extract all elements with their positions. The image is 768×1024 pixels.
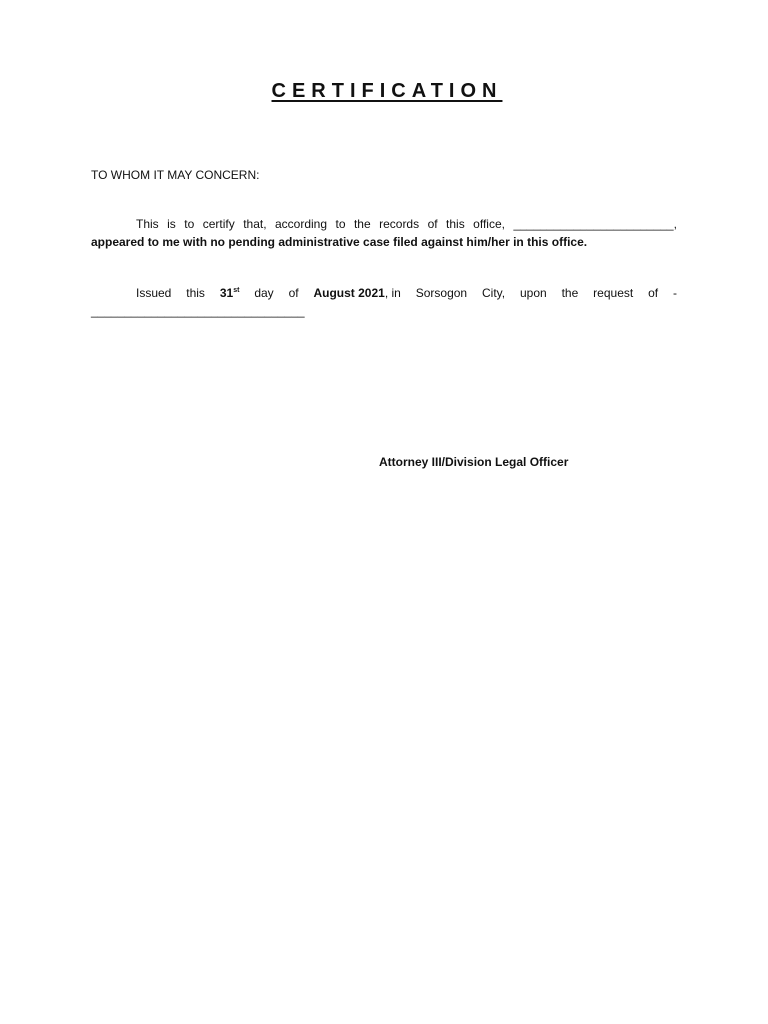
word: of	[648, 286, 659, 300]
word: of	[427, 217, 438, 231]
salutation: TO WHOM IT MAY CONCERN:	[91, 168, 260, 182]
word: is	[167, 217, 176, 231]
issue-month-year	[313, 284, 400, 302]
issue-date: August 2021	[313, 286, 385, 300]
day-suffix: st	[233, 287, 240, 294]
word: certify	[202, 217, 235, 231]
issued-line-1	[91, 284, 677, 302]
day-number: 31	[219, 286, 234, 300]
signatory-title: Attorney III/Division Legal Officer	[379, 455, 569, 469]
word: , in	[384, 286, 401, 300]
word: Sorsogon	[415, 286, 468, 300]
document-title	[0, 80, 768, 103]
name-blank: ________________________,	[513, 217, 677, 231]
word: this	[446, 217, 465, 231]
word: the	[353, 217, 371, 231]
word: to	[335, 217, 346, 231]
word: This	[136, 217, 159, 231]
title-text: CERTIFICATION	[271, 80, 503, 102]
word: -	[673, 286, 677, 300]
word: of	[288, 286, 299, 300]
certify-line-2: appeared to me with no pending administrative case filed against him/her in this office.	[91, 235, 588, 249]
word: to	[184, 217, 195, 231]
certify-paragraph	[91, 215, 677, 251]
word: upon	[520, 286, 547, 300]
issued-paragraph	[91, 284, 677, 320]
word: Issued	[136, 286, 172, 300]
word: request	[593, 286, 634, 300]
word: records	[379, 217, 420, 231]
word: City,	[482, 286, 506, 300]
word: day	[254, 286, 274, 300]
word: according	[275, 217, 328, 231]
certify-line-1	[91, 215, 677, 233]
word: that,	[243, 217, 267, 231]
word: the	[561, 286, 579, 300]
requester-blank: ________________________________	[91, 304, 305, 318]
word: this	[186, 286, 205, 300]
word: office,	[473, 217, 505, 231]
issue-day	[220, 284, 240, 302]
